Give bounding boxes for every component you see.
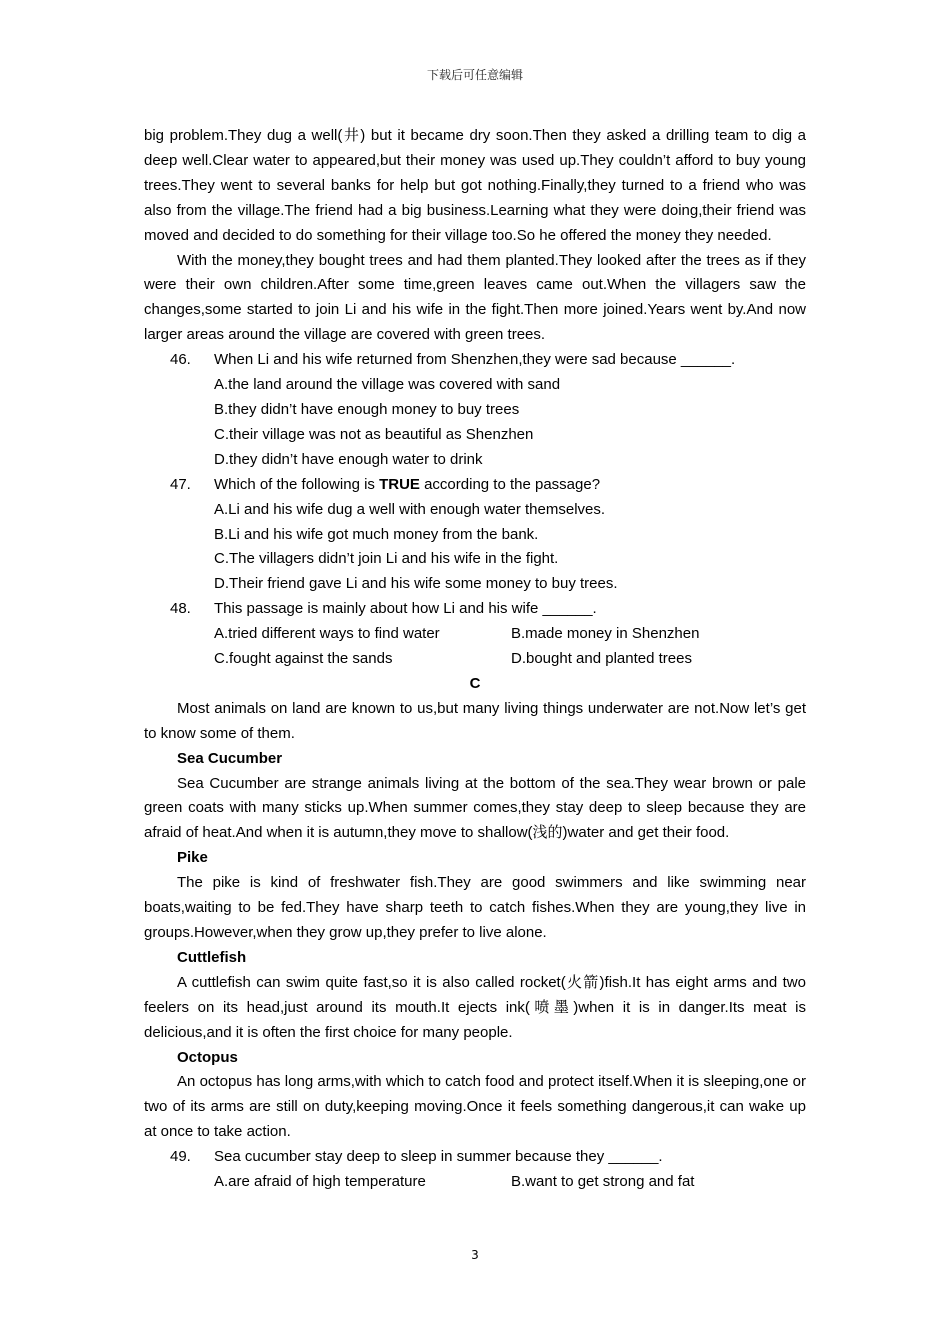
- question-text: [214, 473, 600, 498]
- option-49-b: B.want to get strong and fat: [511, 1173, 695, 1191]
- option-49-a: A.are afraid of high temperature: [214, 1173, 426, 1191]
- option-47-a: A.Li and his wife dug a well with enough water themselves.: [214, 500, 606, 518]
- document-body: [144, 124, 806, 1195]
- option-47-d: D.Their friend gave Li and his wife some money to buy trees.: [214, 575, 618, 593]
- question-text: This passage is mainly about how Li and his wife ______.: [214, 600, 597, 618]
- heading-pike: Pike: [177, 849, 208, 867]
- text-pike: The pike is kind of freshwater fish.They are good swimmers and like swimming near boats,waiting to be fed.They have sharp teeth to catch fishes.When they are young,they live in groups.However,when they grow up,they prefer to live alone.: [144, 874, 806, 941]
- option-47-b: B.Li and his wife got much money from the bank.: [214, 525, 539, 543]
- option-row-49-ab: [144, 1170, 806, 1195]
- option-46-b: B.they didn’t have enough money to buy trees: [214, 400, 520, 418]
- option-row-48-cd: [144, 647, 806, 672]
- section-heading-c: C: [469, 674, 481, 692]
- heading-sea-cucumber: Sea Cucumber: [177, 749, 283, 767]
- question-text-after: according to the passage?: [419, 475, 601, 493]
- question-text: Sea cucumber stay deep to sleep in summer because they ______.: [214, 1148, 663, 1166]
- question-text-bold: TRUE: [379, 475, 420, 493]
- heading-octopus: Octopus: [177, 1048, 238, 1066]
- page-header: 下载后可任意编辑: [426, 68, 523, 82]
- question-49: [144, 1145, 806, 1170]
- intro-c: Most animals on land are known to us,but many living things underwater are not.Now let’s get to know some of them.: [144, 699, 806, 742]
- option-48-b: B.made money in Shenzhen: [511, 625, 700, 643]
- question-number: 49.: [170, 1148, 191, 1166]
- option-48-a: A.tried different ways to find water: [214, 625, 440, 643]
- question-47: [144, 473, 806, 498]
- question-number: 48.: [170, 600, 191, 618]
- option-46-a: A.the land around the village was covered with sand: [214, 376, 561, 394]
- text-sea-cucumber: Sea Cucumber are strange animals living at the bottom of the sea.They wear brown or pale green coats with many sticks up.When summer comes,they stay deep to sleep because they are afraid of heat.And when it is autumn,they move to shallow(浅的)water and get their food.: [144, 774, 806, 842]
- option-46-c: C.their village was not as beautiful as Shenzhen: [214, 425, 534, 443]
- question-number: 47.: [170, 475, 191, 493]
- paragraph-1: big problem.They dug a well(井) but it became dry soon.Then they asked a drilling team to dig a deep well.Clear water to appeared,but their money was used up.They couldn’t afford to buy young trees.They went to several banks for help but got nothing.Finally,they turned to a friend who was also from the village.The friend had a big business.Learning what they were doing,their friend was moved and decided to do something for their village too.So he offered the money they needed.: [144, 127, 806, 244]
- option-48-c: C.fought against the sands: [214, 650, 393, 668]
- option-48-d: D.bought and planted trees: [511, 650, 692, 668]
- question-46: [144, 348, 806, 373]
- text-cuttlefish: A cuttlefish can swim quite fast,so it is also called rocket(火箭)fish.It has eight arms and two feelers on its head,just around its mouth.It ejects ink(喷墨)when it is in danger.Its meat is delicious,and it is often the first choice for many people.: [144, 973, 806, 1041]
- option-47-c: C.The villagers didn’t join Li and his wife in the fight.: [214, 550, 559, 568]
- page-number: 3: [471, 1248, 479, 1262]
- question-48: [144, 597, 806, 622]
- text-octopus: An octopus has long arms,with which to catch food and protect itself.When it is sleeping,one or two of its arms are still on duty,keeping moving.Once it feels something dangerous,it can wake up at once to take action.: [144, 1073, 806, 1141]
- question-number: 46.: [170, 351, 191, 369]
- question-text: When Li and his wife returned from Shenzhen,they were sad because ______.: [214, 351, 736, 369]
- option-row-48-ab: [144, 622, 806, 647]
- heading-cuttlefish: Cuttlefish: [177, 948, 247, 966]
- paragraph-2: With the money,they bought trees and had them planted.They looked after the trees as if they were their own children.After some time,green leaves came out.When the villagers saw the changes,some started to join Li and his wife in the fight.Then more joined.Years went by.And now larger areas around the village are covered with green trees.: [144, 251, 806, 344]
- question-text-before: Which of the following is: [214, 475, 380, 493]
- option-46-d: D.they didn’t have enough water to drink: [214, 450, 483, 468]
